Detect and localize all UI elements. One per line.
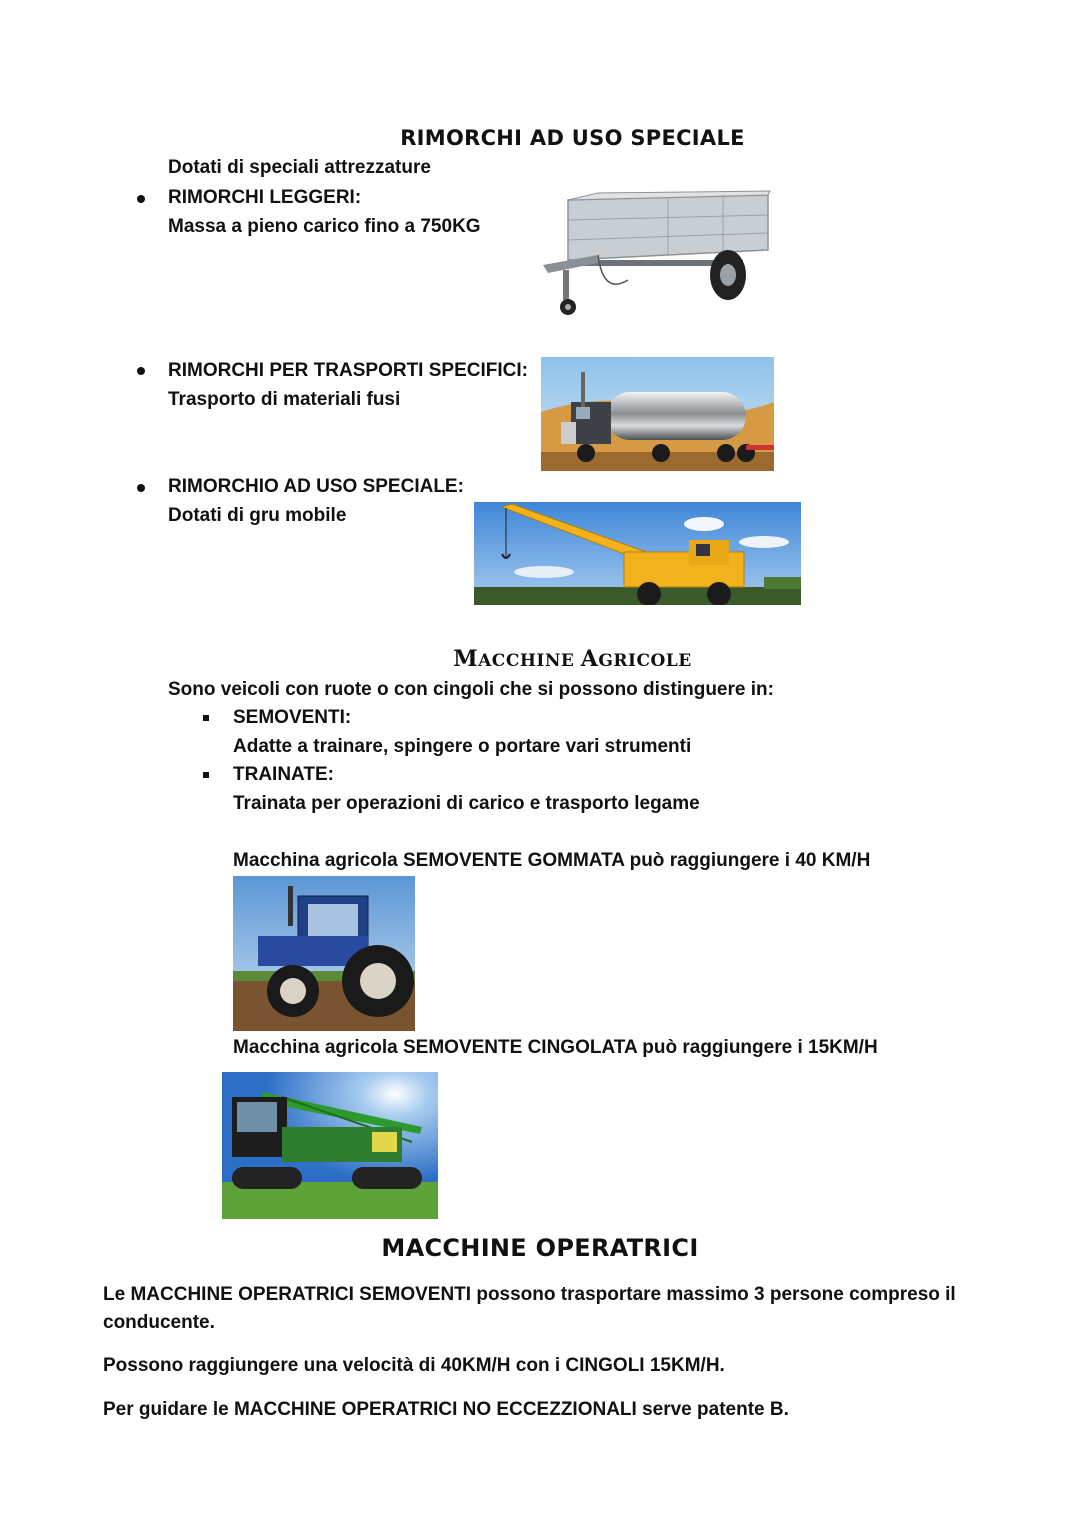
caption-gommata: Macchina agricola SEMOVENTE GOMMATA può raggiungere i 40 KM/H: [233, 850, 871, 871]
paragraph: Le MACCHINE OPERATRICI SEMOVENTI possono trasportare massimo 3 persone compreso il conducente.: [103, 1284, 956, 1333]
title-smallcaps: GRICOLE: [598, 651, 692, 671]
title-cap: M: [453, 646, 479, 672]
item-desc: Trasporto di materiali fusi: [168, 389, 401, 410]
section-title-rimorchi: RIMORCHI AD USO SPECIALE: [400, 126, 745, 150]
item-label: TRAINATE:: [233, 764, 334, 785]
bullet-icon: [137, 484, 145, 492]
section-title-macchine-agricole: [0, 646, 1080, 672]
bullet-icon: [137, 195, 145, 203]
tractor-photo: [233, 876, 415, 1031]
bullet-icon: [203, 772, 209, 778]
item-desc: Trainata per operazioni di carico e trasporto legame: [233, 793, 700, 814]
item-label: RIMORCHIO AD USO SPECIALE:: [168, 476, 464, 497]
tanker-truck-photo: [541, 357, 774, 471]
tracked-sprayer-photo: [222, 1072, 438, 1219]
section-title-macchine-operatrici: MACCHINE OPERATRICI: [381, 1234, 699, 1262]
section-intro: Dotati di speciali attrezzature: [168, 157, 431, 178]
item-desc: Adatte a trainare, spingere o portare vari strumenti: [233, 736, 692, 757]
item-desc: Dotati di gru mobile: [168, 505, 347, 526]
paragraph: Possono raggiungere una velocità di 40KM/H con i CINGOLI 15KM/H.: [103, 1355, 725, 1376]
item-label: RIMORCHI LEGGERI:: [168, 187, 362, 208]
item-desc: Massa a pieno carico fino a 750KG: [168, 216, 481, 237]
paragraph: Per guidare le MACCHINE OPERATRICI NO ECCEZZIONALI serve patente B.: [103, 1399, 789, 1420]
mobile-crane-photo: [474, 502, 801, 605]
title-smallcaps: ACCHINE: [478, 651, 581, 671]
item-label: RIMORCHI PER TRASPORTI SPECIFICI:: [168, 360, 528, 381]
caption-cingolata: Macchina agricola SEMOVENTE CINGOLATA può raggiungere i 15KM/H: [233, 1037, 878, 1058]
bullet-icon: [203, 715, 209, 721]
item-label: SEMOVENTI:: [233, 707, 352, 728]
title-cap: A: [580, 646, 599, 672]
light-trailer-photo: [538, 185, 774, 325]
bullet-icon: [137, 367, 145, 375]
section-intro: Sono veicoli con ruote o con cingoli che si possono distinguere in:: [168, 679, 774, 700]
